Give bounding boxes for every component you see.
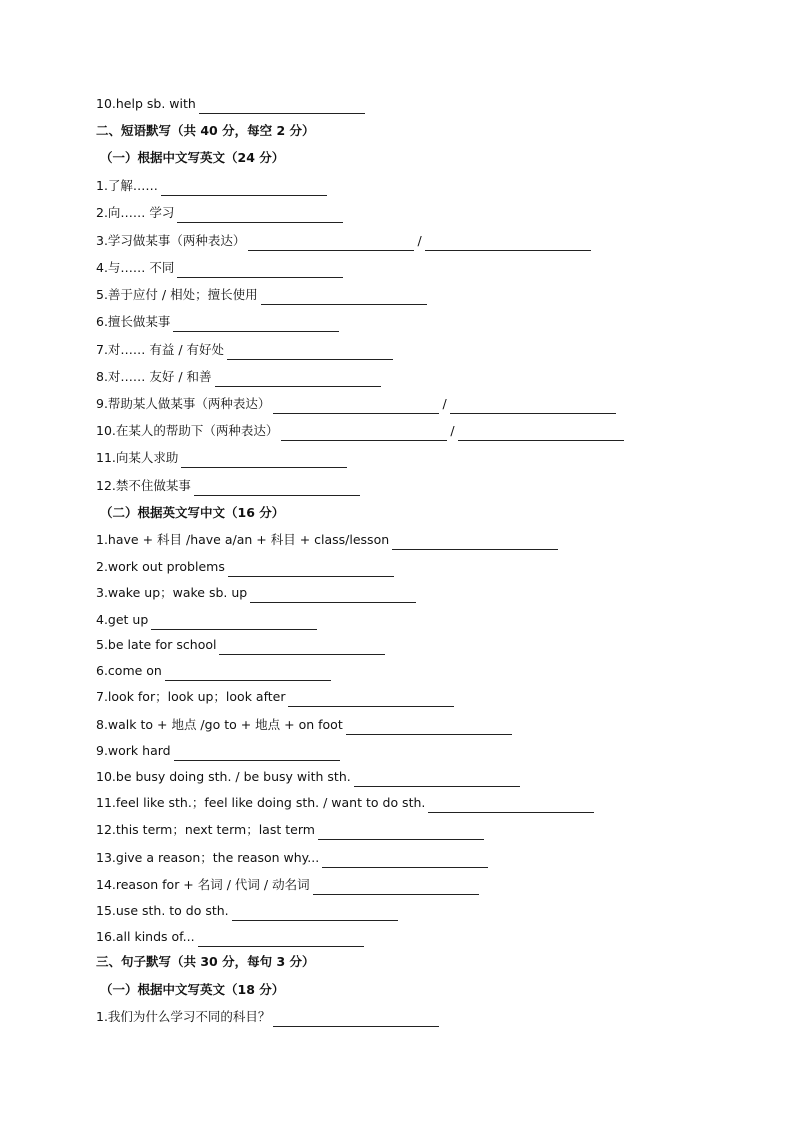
answer-blank[interactable] [177,208,343,223]
exercise-item [96,94,365,114]
answer-blank[interactable] [219,640,385,655]
item-prompt: 4.与…… 不同 [96,260,175,275]
answer-blank[interactable] [199,99,365,114]
item-prompt: 10.be busy doing sth. / be busy with sth. [96,769,351,784]
answer-blank[interactable] [281,426,447,441]
exercise-item [96,848,488,868]
exercise-item [96,635,385,655]
item-prompt: 10.help sb. with [96,96,196,111]
answer-blank[interactable] [228,562,394,577]
exercise-item [96,1007,439,1027]
exercise-item [96,661,331,681]
exercise-item [96,793,594,813]
exercise-item [96,367,381,387]
item-prompt: 12.this term；next term；last term [96,822,315,837]
item-prompt: 5.be late for school [96,637,217,652]
exercise-item [96,715,512,735]
answer-blank[interactable] [151,615,317,630]
answer-blank[interactable] [198,932,364,947]
item-prompt: 8.walk to + 地点 /go to + 地点 + on foot [96,717,343,732]
item-prompt: 6.擅长做某事 [96,314,171,329]
section-heading [100,503,284,523]
answer-blank[interactable] [174,746,340,761]
answer-blank[interactable] [177,263,343,278]
item-prompt: 8.对…… 友好 / 和善 [96,369,212,384]
section-heading [96,121,315,141]
answer-blank[interactable] [194,481,360,496]
item-prompt: 4.get up [96,612,149,627]
exercise-item [96,476,360,496]
item-prompt: 3.wake up；wake sb. up [96,585,248,600]
answer-blank[interactable] [173,317,339,332]
answer-blank[interactable] [181,453,347,468]
answer-blank[interactable] [354,772,520,787]
exercise-item [96,231,591,251]
answer-blank[interactable] [165,666,331,681]
item-prompt: 7.对…… 有益 / 有好处 [96,342,225,357]
exercise-item [96,285,427,305]
item-prompt: 1.have + 科目 /have a/an + 科目 + class/lesson [96,532,390,547]
exercise-item [96,448,347,468]
exercise-item [96,767,520,787]
item-prompt: 12.禁不住做某事 [96,478,191,493]
answer-blank[interactable] [322,853,488,868]
exercise-item [96,176,327,196]
section-heading [100,148,284,168]
answer-blank[interactable] [248,236,414,251]
answer-blank[interactable] [313,880,479,895]
section-heading [100,980,284,1000]
exercise-item [96,901,398,921]
item-prompt: 1.我们为什么学习不同的科目？ [96,1009,271,1024]
exercise-item [96,312,339,332]
item-prompt: 二、短语默写（共 40 分，每空 2 分） [96,123,315,138]
answer-blank[interactable] [346,720,512,735]
answer-blank[interactable] [288,692,454,707]
answer-blank[interactable] [450,399,616,414]
item-prompt: 9.帮助某人做某事（两种表达） [96,396,271,411]
answer-blank[interactable] [261,290,427,305]
exercise-item [96,421,624,441]
answer-blank[interactable] [273,399,439,414]
item-prompt: （一）根据中文写英文（24 分） [100,150,285,165]
item-prompt: 7.look for；look up；look after [96,689,286,704]
item-prompt: 13.give a reason；the reason why... [96,850,320,865]
answer-blank[interactable] [458,426,624,441]
item-prompt: （一）根据中文写英文（18 分） [100,982,285,997]
item-prompt: 10.在某人的帮助下（两种表达） [96,423,279,438]
item-prompt: 2.work out problems [96,559,225,574]
answer-blank[interactable] [428,798,594,813]
answer-blank[interactable] [227,345,393,360]
blank-separator: / [450,423,455,438]
answer-blank[interactable] [425,236,591,251]
exercise-item [96,927,364,947]
item-prompt: 15.use sth. to do sth. [96,903,229,918]
exercise-item [96,530,558,550]
answer-blank[interactable] [318,825,484,840]
answer-blank[interactable] [250,588,416,603]
item-prompt: 9.work hard [96,743,171,758]
answer-blank[interactable] [273,1012,439,1027]
item-prompt: 16.all kinds of... [96,929,195,944]
exercise-item [96,610,317,630]
blank-separator: / [442,396,447,411]
item-prompt: 5.善于应付 / 相处；擅长使用 [96,287,258,302]
item-prompt: 2.向…… 学习 [96,205,175,220]
item-prompt: 11.feel like sth.；feel like doing sth. / want to do sth. [96,795,426,810]
exercise-item [96,741,340,761]
item-prompt: 6.come on [96,663,162,678]
answer-blank[interactable] [392,535,558,550]
item-prompt: 14.reason for + 名词 / 代词 / 动名词 [96,877,310,892]
exercise-item [96,340,393,360]
blank-separator: / [417,233,422,248]
exercise-item [96,258,343,278]
exercise-item [96,875,479,895]
exercise-item [96,820,484,840]
exercise-item [96,583,416,603]
item-prompt: （二）根据英文写中文（16 分） [100,505,285,520]
exercise-item [96,394,616,414]
exercise-item [96,557,394,577]
answer-blank[interactable] [232,906,398,921]
exercise-item [96,203,343,223]
answer-blank[interactable] [215,372,381,387]
item-prompt: 1.了解…… [96,178,158,193]
answer-blank[interactable] [161,181,327,196]
item-prompt: 3.学习做某事（两种表达） [96,233,246,248]
item-prompt: 11.向某人求助 [96,450,179,465]
section-heading [96,952,315,972]
item-prompt: 三、句子默写（共 30 分，每句 3 分） [96,954,315,969]
exercise-item [96,687,454,707]
